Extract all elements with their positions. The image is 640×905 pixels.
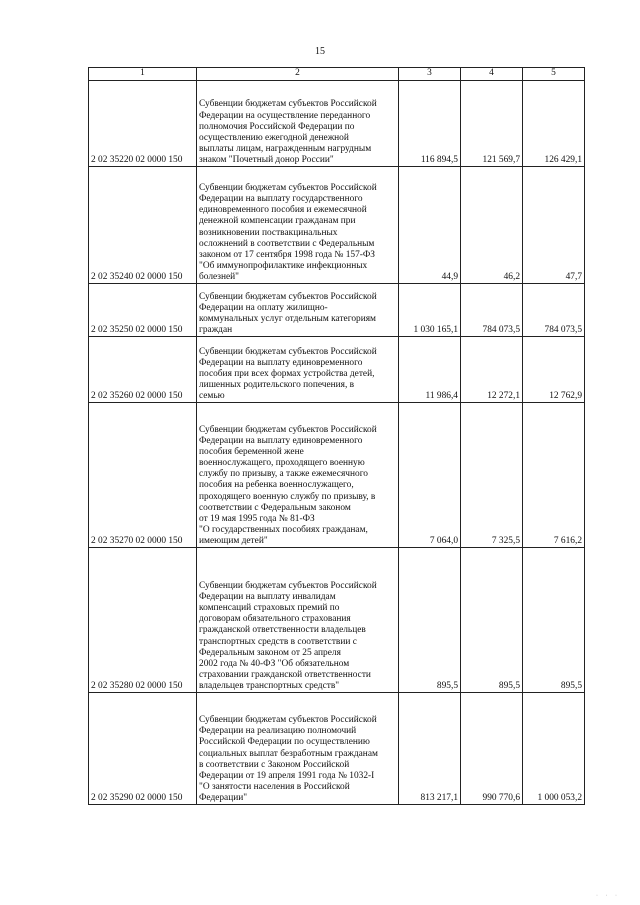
description-text: Субвенции бюджетам субъектов Российской Федерации на осуществление переданного полномочия Российской Федерации по осуществлению ежегодной денежной выплаты лицам, награжденным нагрудным знаком "Почетный донор России" (199, 99, 377, 165)
value-col5-cell: 7 616,2 (523, 403, 585, 548)
value-col3-cell: 813 217,1 (399, 693, 461, 805)
description-text: Субвенции бюджетам субъектов Российской Федерации на выплату инвалидам компенсаций страховых премий по договорам обязательного страхования гражданской ответственности владельцев транспортных средств в соответствии с Федеральным законом от 25 апреля 2002 года № 40-ФЗ "Об обязательном страховании гражданской ответственности владельцев транспортных средств" (199, 581, 377, 691)
table-row (89, 693, 585, 805)
budget-code-cell: 2 02 35250 02 0000 150 (89, 284, 197, 337)
value-col3-cell: 7 064,0 (399, 403, 461, 548)
description-text: Субвенции бюджетам субъектов Российской Федерации на выплату государственного единовременного пособия и ежемесячной денежной компенсации гражданам при возникновении поствакцинальных осложнений в соответствии с Федеральным законом от 17 сентября 1998 года № 157-ФЗ "Об иммунопрофилактике инфекционных болезней" (199, 183, 377, 282)
budget-code-cell: 2 02 35290 02 0000 150 (89, 693, 197, 805)
value-col5-cell: 47,7 (523, 167, 585, 284)
column-header-3: 3 (399, 68, 461, 81)
description-cell (197, 403, 399, 548)
table-row (89, 81, 585, 167)
column-header-2: 2 (197, 68, 399, 81)
table-row (89, 403, 585, 548)
value-col5-cell: 1 000 053,2 (523, 693, 585, 805)
value-col4-cell: 7 325,5 (461, 403, 523, 548)
description-cell (197, 693, 399, 805)
value-col4-cell: 895,5 (461, 548, 523, 693)
column-header-5: 5 (523, 68, 585, 81)
value-col3-cell: 1 030 165,1 (399, 284, 461, 337)
value-col3-cell: 116 894,5 (399, 81, 461, 167)
value-col3-cell: 11 986,4 (399, 337, 461, 403)
budget-code-cell: 2 02 35220 02 0000 150 (89, 81, 197, 167)
value-col4-cell: 46,2 (461, 167, 523, 284)
value-col4-cell: 12 272,1 (461, 337, 523, 403)
value-col4-cell: 990 770,6 (461, 693, 523, 805)
description-cell (197, 284, 399, 337)
budget-code-cell: 2 02 35240 02 0000 150 (89, 167, 197, 284)
description-text: Субвенции бюджетам субъектов Российской Федерации на выплату единовременного пособия беременной жене военнослужащего, проходящего военную службу по призыву, а также ежемесячного пособия на ребенка военнослужащего, проходящего военную службу по призыву, в соответствии с Федеральным законом от 19 мая 1995 года № 81-ФЗ "О государственных пособиях гражданам, имеющим детей" (199, 424, 377, 546)
value-col5-cell: 126 429,1 (523, 81, 585, 167)
column-header-1: 1 (89, 68, 197, 81)
description-cell (197, 337, 399, 403)
description-text: Субвенции бюджетам субъектов Российской Федерации на реализацию полномочий Российской Федерации по осуществлению социальных выплат безработным гражданам в соответствии с Законом Российской Федерации от 19 апреля 1991 года № 1032-I "О занятости населения в Российской Федерации" (199, 715, 378, 803)
table-row (89, 167, 585, 284)
value-col3-cell: 895,5 (399, 548, 461, 693)
description-text: Субвенции бюджетам субъектов Российской Федерации на оплату жилищно- коммунальных услуг отдельным категориям граждан (199, 291, 377, 335)
header-row (89, 68, 585, 81)
value-col4-cell: 121 569,7 (461, 81, 523, 167)
value-col3-cell: 44,9 (399, 167, 461, 284)
description-text: Субвенции бюджетам субъектов Российской Федерации на выплату единовременного пособия при всех формах устройства детей, лишенных родительского попечения, в семью (199, 346, 377, 401)
description-cell (197, 548, 399, 693)
budget-code-cell: 2 02 35270 02 0000 150 (89, 403, 197, 548)
scan-marks: · · · (596, 893, 620, 899)
description-cell (197, 81, 399, 167)
budget-code-cell: 2 02 35260 02 0000 150 (89, 337, 197, 403)
table-row (89, 337, 585, 403)
description-cell (197, 167, 399, 284)
budget-code-cell: 2 02 35280 02 0000 150 (89, 548, 197, 693)
value-col4-cell: 784 073,5 (461, 284, 523, 337)
budget-table (88, 67, 585, 805)
page-number: 15 (315, 46, 325, 57)
table-row (89, 284, 585, 337)
value-col5-cell: 12 762,9 (523, 337, 585, 403)
column-header-4: 4 (461, 68, 523, 81)
table-row (89, 548, 585, 693)
value-col5-cell: 895,5 (523, 548, 585, 693)
value-col5-cell: 784 073,5 (523, 284, 585, 337)
